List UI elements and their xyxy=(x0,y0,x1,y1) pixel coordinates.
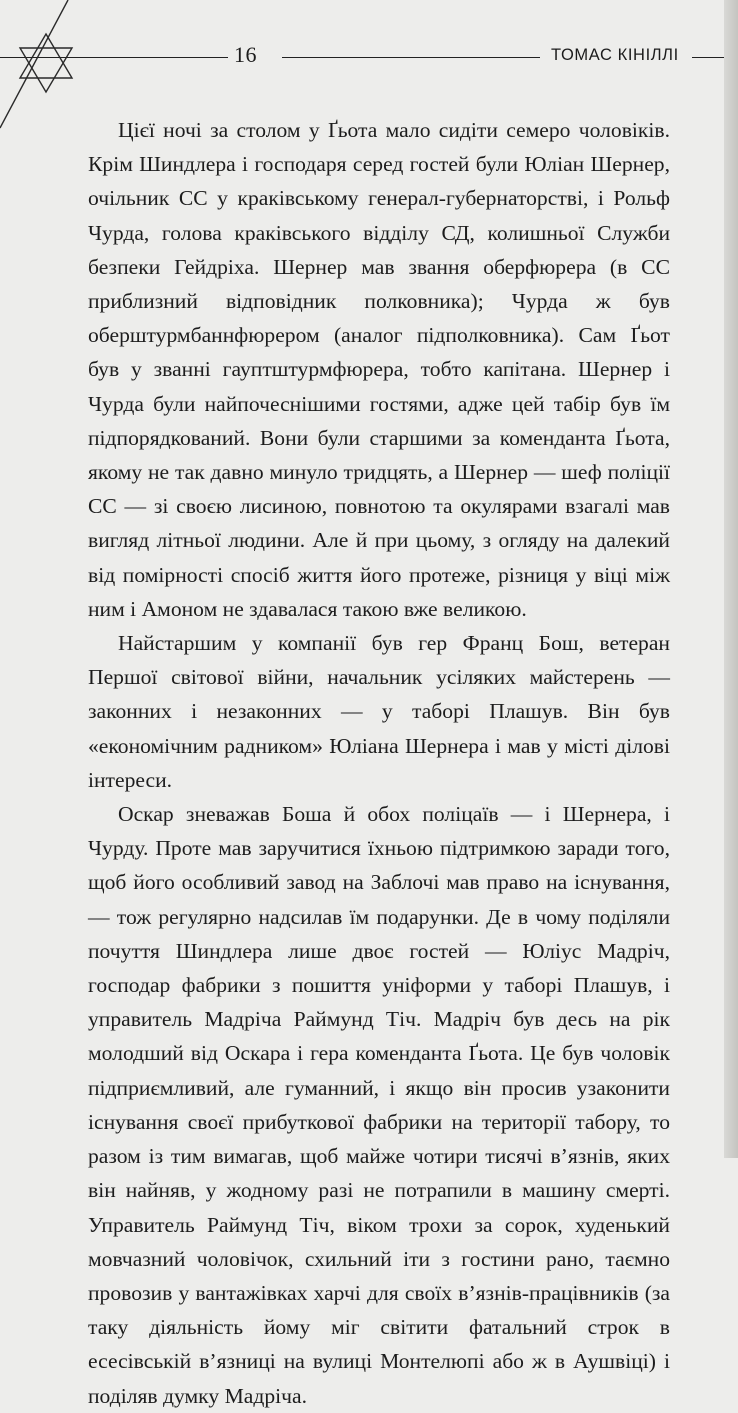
star-of-david-ornament xyxy=(0,0,90,150)
body-text xyxy=(88,113,670,1413)
paragraph: Найстаршим у компанії був гер Франц Бош, ветеран Першої світової війни, начальник усіляких майстерень — законних і незаконних — у таборі Плашув. Він був «економічним радником» Юліана Шернера і мав у місті ділові інтереси. xyxy=(88,631,670,792)
header-rule-right xyxy=(692,57,724,58)
header-rule-middle xyxy=(282,57,540,58)
running-header xyxy=(0,38,724,68)
page-edge-shadow xyxy=(724,0,738,1158)
paragraph: Оскар зневажав Боша й обох поліцаїв — і Шернера, і Чурду. Проте мав заручитися їхньою підтримкою заради того, щоб його особливий завод на Заблочі мав право на існування, — тож регулярно надсилав їм подарунки. Де в чому поділяли почуття Шиндлера лише двоє гостей — Юліус Мадріч, господар фабрики з пошиття уніформи у таборі Плашув, і управитель Мадріча Раймунд Тіч. Мадріч був десь на рік молодший від Оскара і гера коменданта Ґьота. Це був чоловік підприємливий, але гуманний, і якщо він просив узаконити існування своєї прибуткової фабрики на території табору, то разом із тим вимагав, щоб майже чотири тисячі в’язнів, яких він найняв, у жодному разі не потрапили в машину смерті. Управитель Раймунд Тіч, віком трохи за сорок, худенький мовчазний чоловічок, схильний іти з гостини рано, таємно провозив у вантажівках харчі для своїх в’язнів-працівників (за таку діяльність йому міг світити фатальний строк в есесівській в’язниці на вулиці Монтелюпі або ж в Аушвіці) і поділяв думку Мадріча. xyxy=(88,802,670,1408)
running-head-author: ТОМАС КІНІЛЛІ xyxy=(551,46,679,64)
page-number: 16 xyxy=(234,42,257,67)
paragraph: Цієї ночі за столом у Ґьота мало сидіти семеро чоловіків. Крім Шиндлера і господаря серед гостей були Юліан Шернер, очільник СС у краківському генерал-губернаторстві, і Рольф Чурда, голова краківського відділу СД, колишньої Служби безпеки Гейдріха. Шернер мав звання оберфюрера (в СС приблизний відповідник полковника); Чурда ж був оберштурмбаннфюрером (аналог підполковника). Сам Ґьот був у званні гауптштурмфюрера, тобто капітана. Шернер і Чурда були найпочеснішими гостями, адже цей табір був їм підпорядкований. Вони були старшими за коменданта Ґьота, якому не так давно минуло тридцять, а Шернер — шеф поліції СС — зі своєю лисиною, повнотою та окулярами взагалі мав вигляд літньої людини. Але й при цьому, з огляду на далекий від помірності спосіб життя його протеже, різниця у віці між ним і Амоном не здавалася такою вже великою. xyxy=(88,118,670,621)
header-rule-left xyxy=(0,57,228,58)
